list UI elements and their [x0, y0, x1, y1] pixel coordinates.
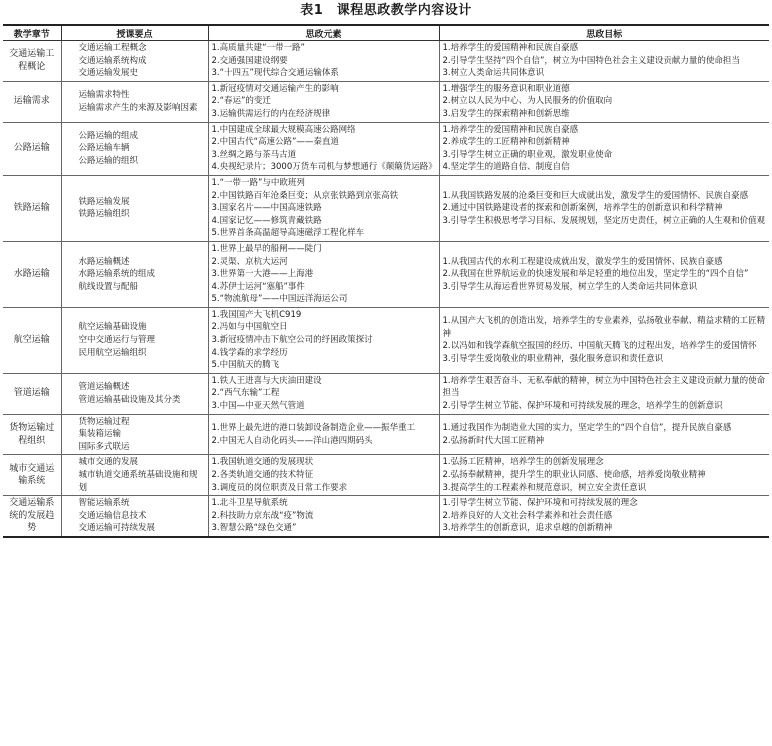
- ideological-goal: 4.坚定学生的道路自信、制度自信: [442, 162, 570, 173]
- ideological-element: 1.“一带一路”与中欧班列: [211, 177, 305, 188]
- table-row: [3, 373, 769, 414]
- teaching-point: 交通运输系统构成: [78, 55, 147, 66]
- ideological-goal: 2.培养良好的人文社会科学素养和社会责任感: [442, 510, 613, 521]
- points-cell: [61, 373, 208, 414]
- ideological-element: 3.智慧公路“绿色交通”: [211, 523, 297, 534]
- elements-cell: [208, 373, 439, 414]
- ideological-goal: 3.引导学生树立正确的职业观，激发职业使命: [442, 149, 613, 160]
- chapter-cell: 水路运输: [3, 241, 61, 307]
- points-cell: [61, 307, 208, 373]
- document: [3, 0, 769, 538]
- chapter-cell: 货物运输过程组织: [3, 414, 61, 455]
- ideological-goal: 2.弘扬奉献精神，提升学生的职业认同感、使命感，培养爱岗敬业精神: [442, 470, 706, 480]
- header-points: 授课要点: [61, 25, 208, 41]
- ideological-goal: 1.培养学生的爱国精神和民族自豪感: [442, 43, 579, 53]
- table-row: [3, 241, 769, 307]
- header-elements: 思政元素: [208, 25, 439, 41]
- ideological-element: 2.中国古代“高速公路”——秦直道: [211, 137, 339, 148]
- ideological-element: 4.央视纪录片；3000万货车司机与梦想通行《颠簸货运路》: [211, 162, 437, 173]
- ideological-element: 3.新冠疫情冲击下航空公司的纾困政策探讨: [211, 335, 373, 346]
- goals-cell: [439, 122, 769, 175]
- teaching-point: 交通运输工程概念: [78, 43, 147, 53]
- ideological-goal: 2.引导学生树立节能、保护环境和可持续发展的理念，培养学生的创新意识: [442, 401, 723, 412]
- ideological-element: 1.铁人王进喜与大庆油田建设: [211, 375, 322, 386]
- ideological-goal: 1.增强学生的服务意识和职业道德: [442, 83, 570, 94]
- elements-cell: [208, 414, 439, 455]
- ideological-element: 2.“西气东输”工程: [211, 388, 280, 399]
- content-design-table: [3, 24, 769, 538]
- ideological-goal: 1.弘扬工匠精神，培养学生的创新发展理念: [442, 457, 604, 468]
- teaching-point: 航空运输基础设施: [78, 322, 147, 333]
- ideological-element: 1.世界上最早的船闸——陡门: [211, 243, 322, 254]
- teaching-point: 管道运输基础设施及其分类: [78, 394, 181, 405]
- goals-cell: [439, 496, 769, 537]
- teaching-point: 交通运输发展史: [78, 68, 139, 79]
- elements-cell: [208, 241, 439, 307]
- table-header-row: [3, 25, 769, 41]
- chapter-cell: 交通运输工程概论: [3, 41, 61, 82]
- teaching-point: 管道运输概述: [78, 382, 130, 393]
- ideological-element: 1.新冠疫情对交通运输产生的影响: [211, 83, 339, 94]
- chapter-cell: 管道运输: [3, 373, 61, 414]
- teaching-point: 城市交通的发展: [78, 457, 139, 468]
- ideological-element: 4.苏伊士运河“塞船”事件: [211, 281, 305, 292]
- ideological-element: 2.科技助力京东战“疫”物流: [211, 510, 314, 521]
- elements-cell: [208, 175, 439, 241]
- table-row: [3, 414, 769, 455]
- ideological-goal: 3.启发学生的探索精神和创新思维: [442, 108, 570, 119]
- ideological-goal: 2.养成学生的工匠精神和创新精神: [442, 137, 570, 148]
- teaching-point: 民用航空运输组织: [78, 347, 147, 358]
- teaching-point: 公路运输的组成: [78, 130, 139, 141]
- chapter-cell: 航空运输: [3, 307, 61, 373]
- table-row: [3, 41, 769, 82]
- points-cell: [61, 41, 208, 82]
- ideological-goal: 3.树立人类命运共同体意识: [442, 68, 545, 79]
- ideological-goal: 2.通过中国铁路建设者的探索和创新案例，培养学生的创新意识和科学精神: [442, 203, 723, 214]
- ideological-goal: 1.引导学生树立节能、保护环境和可持续发展的理念: [442, 498, 638, 509]
- teaching-point: 航线设置与配船: [78, 281, 139, 292]
- goals-cell: [439, 307, 769, 373]
- ideological-goal: 3.培养学生的创新意识，追求卓越的创新精神: [442, 523, 613, 534]
- points-cell: [61, 455, 208, 496]
- teaching-point: 铁路运输组织: [78, 209, 130, 220]
- ideological-element: 1.世界上最先进的港口装卸设备制造企业——振华重工: [211, 422, 416, 433]
- ideological-goal: 1.通过我国作为制造业大国的实力，坚定学生的“四个自信”，提升民族自豪感: [442, 422, 732, 433]
- table-body: [3, 41, 769, 537]
- teaching-point: 交通运输可持续发展: [78, 523, 156, 534]
- ideological-element: 4.钱学森的求学经历: [211, 347, 288, 358]
- teaching-point: 公路运输的组织: [78, 156, 139, 167]
- goals-cell: [439, 373, 769, 414]
- ideological-element: 1.我国国产大飞机C919: [211, 309, 302, 320]
- goals-cell: [439, 455, 769, 496]
- elements-cell: [208, 496, 439, 537]
- chapter-cell: 公路运输: [3, 122, 61, 175]
- table-row: [3, 81, 769, 122]
- chapter-cell: 城市交通运输系统: [3, 455, 61, 496]
- ideological-element: 2.中国铁路百年沧桑巨变；从京张铁路到京张高铁: [211, 190, 399, 201]
- chapter-cell: 铁路运输: [3, 175, 61, 241]
- ideological-goal: 1.培养学生的爱国精神和民族自豪感: [442, 124, 579, 135]
- goals-cell: [439, 41, 769, 82]
- elements-cell: [208, 455, 439, 496]
- ideological-goal: 3.引导学生积极思考学习目标、发展规划，坚定历史责任，树立正确的人生观和价值观: [442, 215, 766, 226]
- ideological-element: 2.各类轨道交通的技术特征: [211, 470, 314, 480]
- teaching-point: 集装箱运输: [78, 429, 122, 440]
- ideological-goal: 1.从我国铁路发展的沧桑巨变和巨大成就出发，激发学生的爱国情怀、民族自豪感: [442, 190, 749, 201]
- ideological-element: 1.北斗卫星导航系统: [211, 498, 288, 509]
- table-row: [3, 122, 769, 175]
- teaching-point: 水路运输系统的组成: [78, 269, 156, 280]
- points-cell: [61, 175, 208, 241]
- ideological-element: 5.中国航天的腾飞: [211, 360, 280, 371]
- teaching-point: 国际多式联运: [78, 441, 130, 452]
- table-row: [3, 307, 769, 373]
- table-row: [3, 455, 769, 496]
- points-cell: [61, 496, 208, 537]
- ideological-goal: 1.培养学生艰苦奋斗、无私奉献的精神，树立为中国特色社会主义建设贡献力量的使命担当: [442, 375, 766, 399]
- ideological-element: 5.“物流航母”——中国远洋海运公司: [211, 294, 348, 305]
- ideological-goal: 3.引导学生爱岗敬业的职业精神，强化服务意识和责任意识: [442, 353, 664, 364]
- ideological-element: 2.灵渠、京杭大运河: [211, 256, 288, 267]
- table-row: [3, 496, 769, 537]
- teaching-point: 空中交通运行与管理: [78, 335, 156, 346]
- ideological-element: 1.高质量共建“一带一路”: [211, 43, 305, 53]
- ideological-element: 4.国家记忆——修筑青藏铁路: [211, 215, 322, 226]
- ideological-goal: 2.以冯如和钱学森航空报国的经历、中国航天腾飞的过程出发，培养学生的爱国情怀: [442, 341, 757, 352]
- ideological-goal: 1.从国产大飞机的创造出发，培养学生的专业素养，弘扬敬业奉献、精益求精的工匠精神: [442, 316, 766, 339]
- ideological-element: 3.世界第一大港——上海港: [211, 269, 314, 280]
- teaching-point: 智能运输系统: [78, 498, 130, 509]
- elements-cell: [208, 81, 439, 122]
- teaching-point: 水路运输概述: [78, 256, 130, 267]
- teaching-point: 交通运输信息技术: [78, 510, 147, 521]
- table-row: [3, 175, 769, 241]
- teaching-point: 公路运输车辆: [78, 143, 130, 154]
- ideological-element: 2.中国无人自动化码头——洋山港四期码头: [211, 435, 373, 446]
- ideological-element: 1.中国建成全球最大规模高速公路网络: [211, 124, 356, 135]
- ideological-element: 1.我国轨道交通的发展现状: [211, 457, 314, 468]
- ideological-element: 3.中国—中亚天然气管道: [211, 401, 305, 412]
- ideological-goal: 2.弘扬新时代大国工匠精神: [442, 435, 545, 446]
- goals-cell: [439, 81, 769, 122]
- ideological-goal: 3.引导学生从海运看世界贸易发展，树立学生的人类命运共同体意识: [442, 281, 698, 292]
- elements-cell: [208, 307, 439, 373]
- points-cell: [61, 414, 208, 455]
- elements-cell: [208, 122, 439, 175]
- header-chapter: 教学章节: [3, 25, 61, 41]
- ideological-element: 3.丝绸之路与茶马古道: [211, 149, 297, 160]
- ideological-goal: 3.提高学生的工程素养和规范意识，树立安全责任意识: [442, 482, 647, 493]
- ideological-element: 3.“十四五”现代综合交通运输体系: [211, 68, 339, 79]
- goals-cell: [439, 175, 769, 241]
- points-cell: [61, 122, 208, 175]
- ideological-element: 2.“春运”的变迁: [211, 96, 271, 107]
- header-goals: 思政目标: [439, 25, 769, 41]
- teaching-point: 铁路运输发展: [78, 196, 130, 207]
- ideological-element: 3.运输供需运行的内在经济规律: [211, 108, 331, 119]
- ideological-element: 5.世界首条高温超导高速磁浮工程化样车: [211, 228, 365, 239]
- teaching-point: 货物运输过程: [78, 416, 130, 427]
- teaching-point: 运输需求产生的来源及影响因素: [78, 102, 198, 113]
- teaching-point: 运输需求特性: [78, 90, 130, 101]
- ideological-element: 2.冯如与中国航空日: [211, 322, 288, 333]
- table-title: 表1 课程思政教学内容设计: [300, 3, 472, 18]
- ideological-goal: 2.树立以人民为中心、为人民服务的价值取向: [442, 96, 613, 107]
- ideological-goal: 2.引导学生坚持“四个自信”，树立为中国特色社会主义建设贡献力量的使命担当: [442, 55, 740, 66]
- points-cell: [61, 241, 208, 307]
- ideological-element: 3.调度员的岗位职责及日常工作要求: [211, 482, 348, 493]
- chapter-cell: 交通运输系统的发展趋势: [3, 496, 61, 537]
- chapter-cell: 运输需求: [3, 81, 61, 122]
- goals-cell: [439, 414, 769, 455]
- ideological-goal: 2.从我国在世界航运业的快速发展和举足轻重的地位出发，坚定学生的“四个自信”: [442, 269, 749, 280]
- ideological-element: 3.国家名片——中国高速铁路: [211, 203, 322, 214]
- teaching-point: 城市轨道交通系统基础设施和规划: [78, 470, 198, 493]
- points-cell: [61, 81, 208, 122]
- ideological-goal: 1.从我国古代的水利工程建设成就出发，激发学生的爱国情怀、民族自豪感: [442, 256, 723, 267]
- goals-cell: [439, 241, 769, 307]
- elements-cell: [208, 41, 439, 82]
- ideological-element: 2.交通强国建设纲要: [211, 55, 288, 66]
